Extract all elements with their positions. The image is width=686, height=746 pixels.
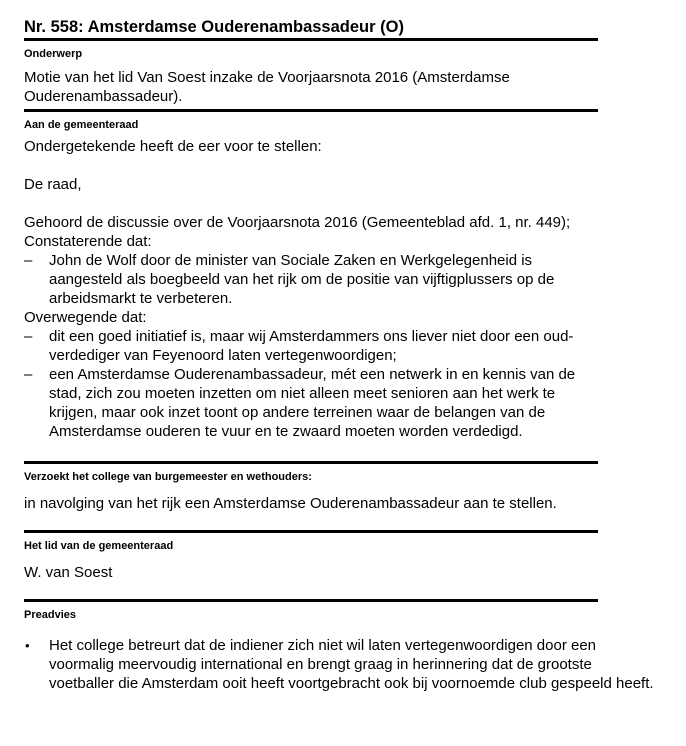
overwegende-label: Overwegende dat: (24, 309, 147, 326)
dash-marker: – (24, 252, 33, 269)
lid-name: W. van Soest (24, 564, 113, 581)
document-page (24, 0, 654, 693)
intro-paragraph: Ondergetekende heeft de eer voor te stellen: (24, 138, 322, 155)
raad-paragraph: De raad, (24, 176, 82, 193)
verzoekt-paragraph: in navolging van het rijk een Amsterdamse Ouderenambassadeur aan te stellen. (24, 495, 557, 512)
bullet-marker: • (25, 638, 30, 653)
document-title: Nr. 558: Amsterdamse Ouderenambassadeur (O) (24, 18, 404, 36)
dash-marker: – (24, 328, 33, 345)
dash-marker: – (24, 366, 33, 383)
constaterende-item-text: John de Wolf door de minister van Sociale Zaken en Werkgelegenheid is aangesteld als boegbeeld van het rijk om de positie van vijftigplussers op de arbeidsmarkt te verbeteren. (49, 252, 555, 307)
preadvies-body (24, 624, 654, 693)
onderwerp-text (24, 63, 598, 109)
section-label-lid: Het lid van de gemeenteraad (24, 540, 174, 552)
constaterende-label: Constaterende dat: (24, 233, 152, 250)
section-label-onderwerp: Onderwerp (24, 48, 83, 60)
preadvies-item-text: Het college betreurt dat de indiener zich niet wil laten vertegenwoordigen door een voormalig meervoudig international en brengt graag in herinnering dat de grootste voetballer die Amsterdam ooit heeft voortgebracht ook bij voornoemde club gespeeld heeft. (49, 637, 654, 692)
gemeenteraad-body (24, 134, 598, 461)
section-label-preadvies: Preadvies (24, 609, 76, 621)
overwegende-item (24, 365, 598, 441)
lid-body (24, 555, 598, 599)
gehoord-paragraph: Gehoord de discussie over de Voorjaarsnota 2016 (Gemeenteblad afd. 1, nr. 449); (24, 214, 571, 231)
overwegende-item (24, 327, 598, 365)
onderwerp-paragraph: Motie van het lid Van Soest inzake de Voorjaarsnota 2016 (Amsterdamse Ouderenambassadeur). (24, 69, 510, 105)
verzoekt-body (24, 486, 598, 530)
overwegende-item-text: een Amsterdamse Ouderenambassadeur, mét een netwerk in en kennis van de stad, zich zou moeten inzetten om niet alleen meet senioren aan het werk te krijgen, maar ook inzet toont op andere terreinen waar de belangen van de Amsterdamse ouderen te vuur en te zwaard moeten worden verdedigd. (49, 366, 576, 440)
section-label-gemeenteraad: Aan de gemeenteraad (24, 119, 139, 131)
section-label-verzoekt: Verzoekt het college van burgemeester en wethouders: (24, 471, 312, 483)
overwegende-item-text: dit een goed initiatief is, maar wij Amsterdammers ons liever niet door een oud-verdediger van Feyenoord laten vertegenwoordigen; (49, 328, 574, 364)
preadvies-item (24, 636, 654, 693)
constaterende-item (24, 251, 598, 308)
